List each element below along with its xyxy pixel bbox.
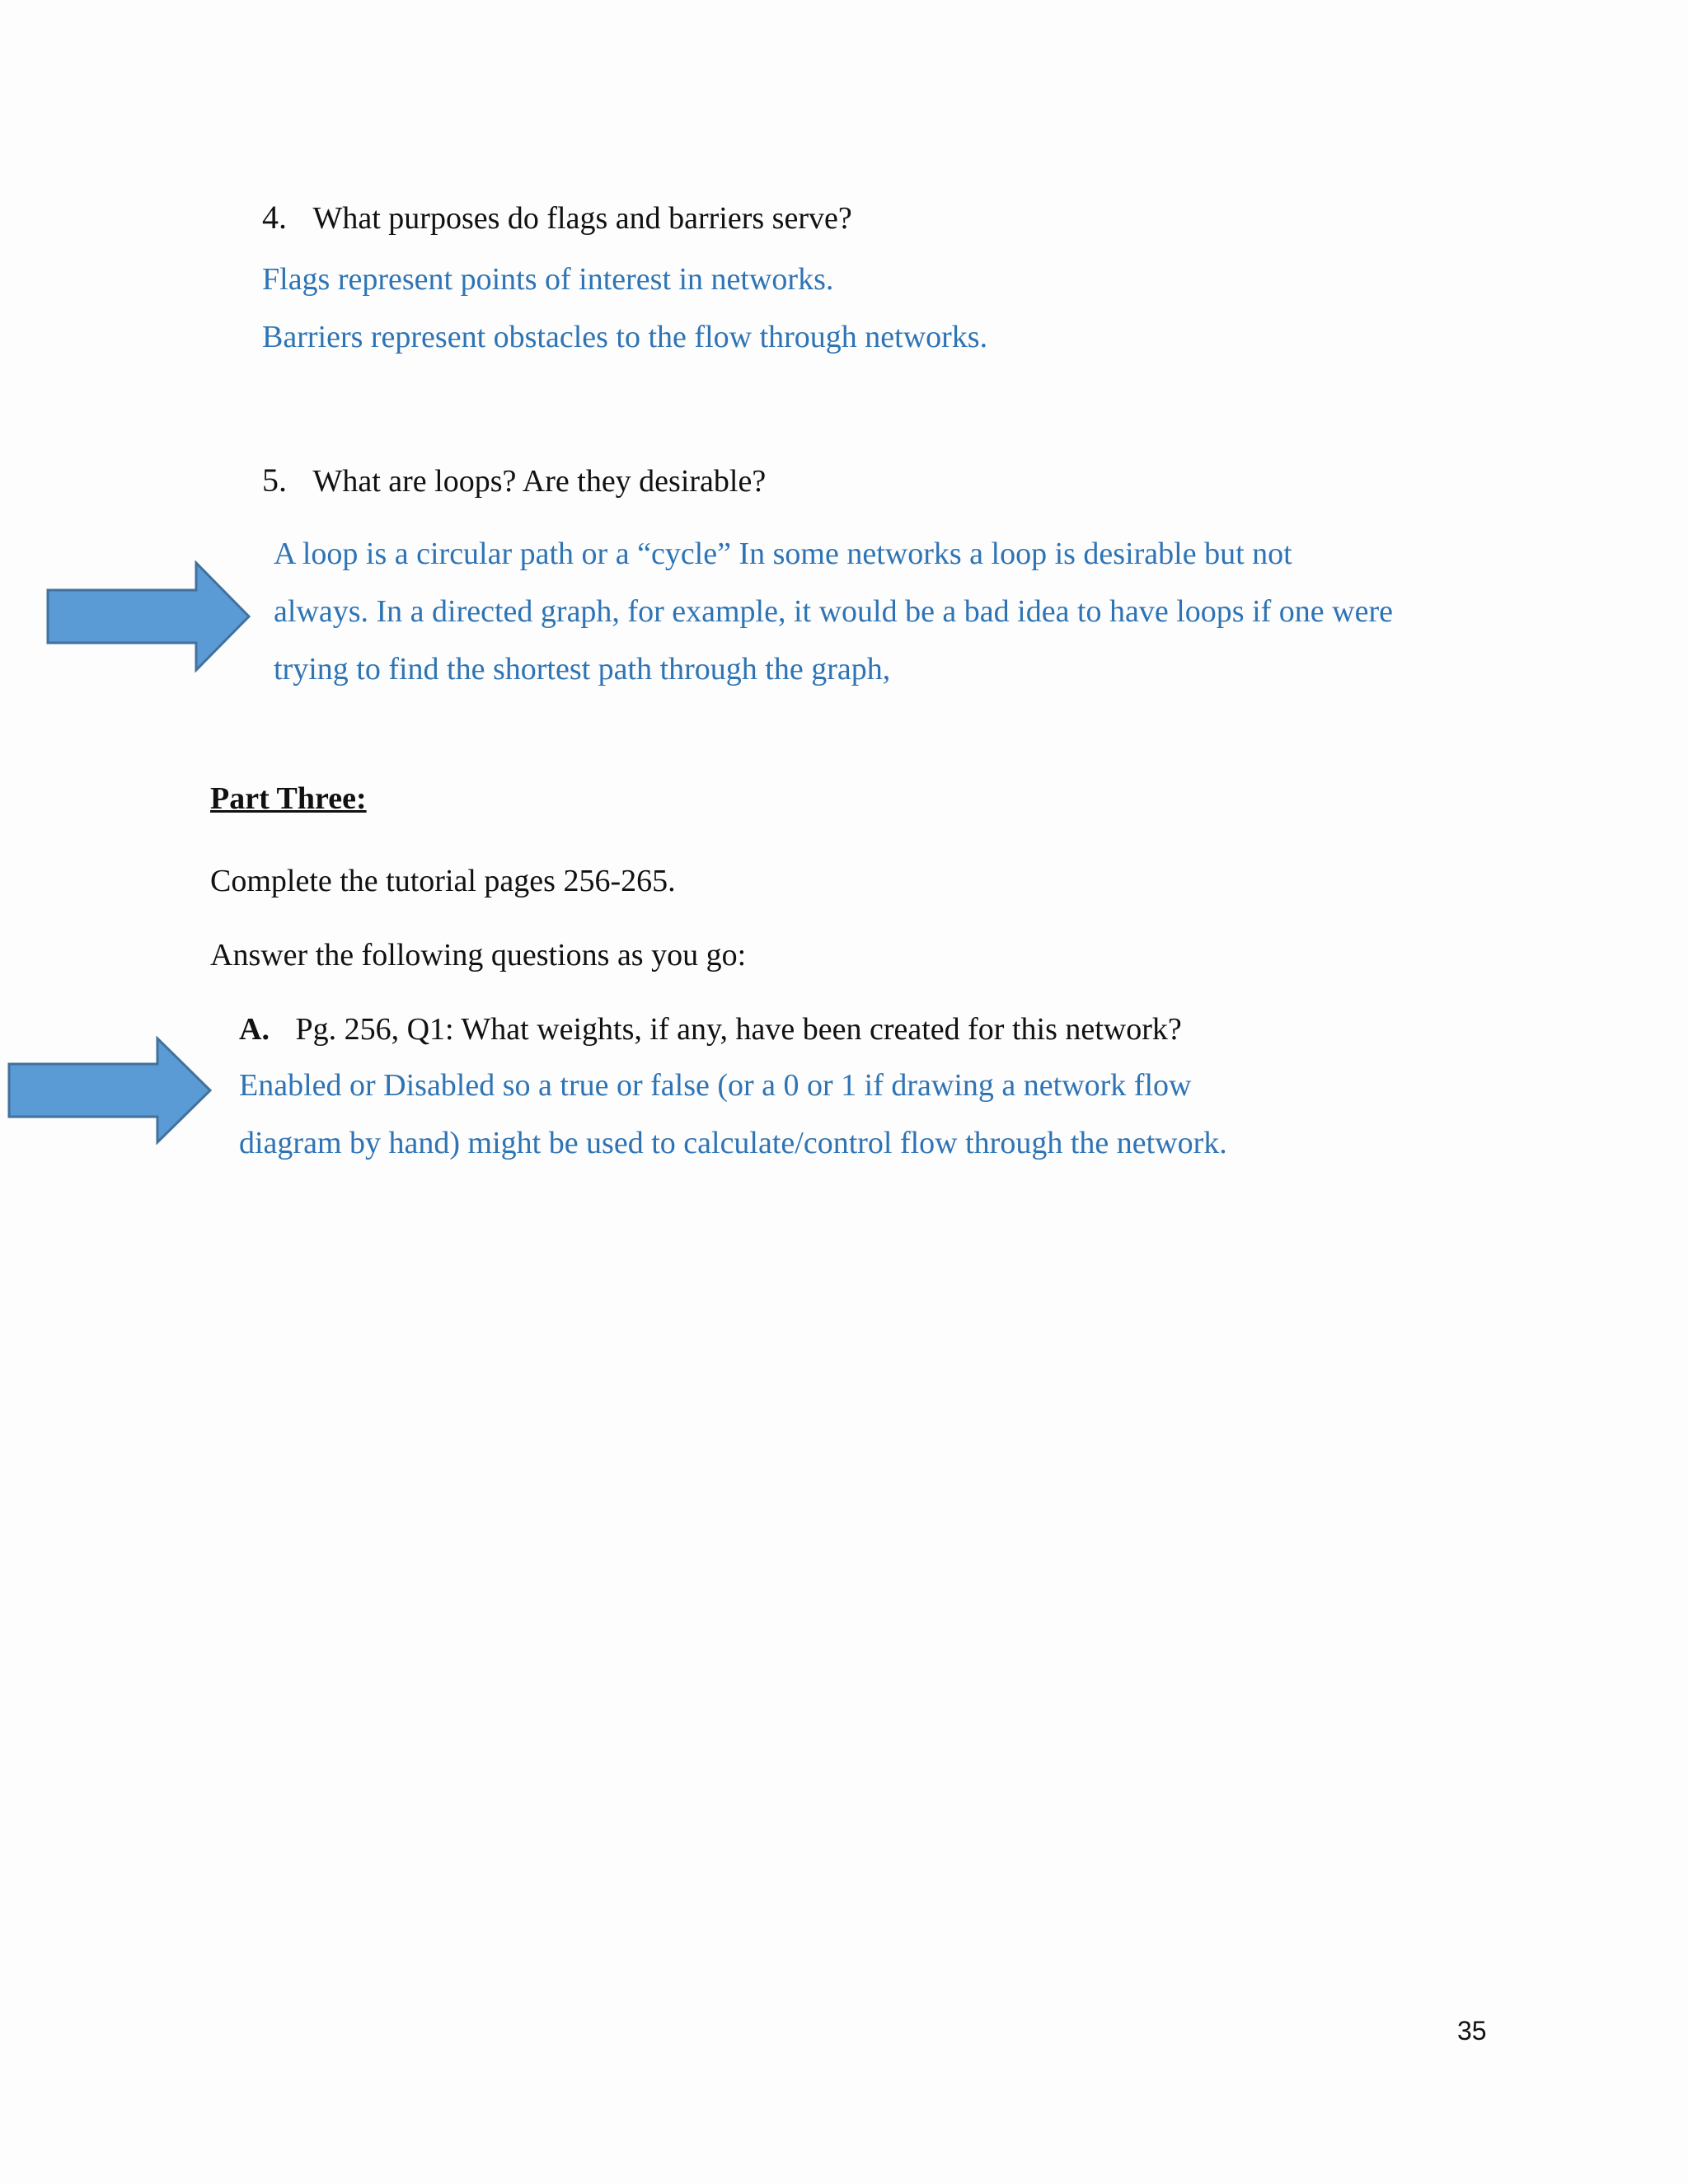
answer-a-line-1: Enabled or Disabled so a true or false (or a 0 or 1 if drawing a network flow — [239, 1068, 1192, 1103]
question-4-number: 4. — [262, 199, 287, 236]
answer-5-line-3: trying to find the shortest path through the graph, — [274, 652, 891, 687]
answer-5-line-1: A loop is a circular path or a “cycle” In some networks a loop is desirable but not — [274, 537, 1292, 571]
answer-a-line-2: diagram by hand) might be used to calculate/control flow through the network. — [239, 1126, 1227, 1160]
page-number: 35 — [1457, 2016, 1487, 2046]
part-three-heading: Part Three: — [210, 781, 367, 816]
right-arrow-icon — [45, 560, 251, 673]
question-a-text: Pg. 256, Q1: What weights, if any, have been created for this network? — [295, 1012, 1182, 1047]
part-three-prompt: Answer the following questions as you go: — [210, 938, 747, 972]
answer-4-line-2: Barriers represent obstacles to the flow through networks. — [262, 320, 988, 354]
answer-5-line-2: always. In a directed graph, for example, it would be a bad idea to have loops if one were — [274, 594, 1393, 629]
part-three-instruction: Complete the tutorial pages 256-265. — [210, 864, 676, 898]
question-4-text: What purposes do flags and barriers serve? — [312, 201, 852, 236]
question-5-number: 5. — [262, 462, 287, 499]
question-5-text: What are loops? Are they desirable? — [312, 464, 767, 499]
right-arrow-icon — [7, 1036, 213, 1145]
answer-4-line-1: Flags represent points of interest in networks. — [262, 262, 834, 297]
question-a — [239, 1014, 1182, 1045]
question-a-letter: A. — [239, 1012, 270, 1047]
question-4 — [262, 201, 852, 234]
question-5 — [262, 464, 766, 497]
